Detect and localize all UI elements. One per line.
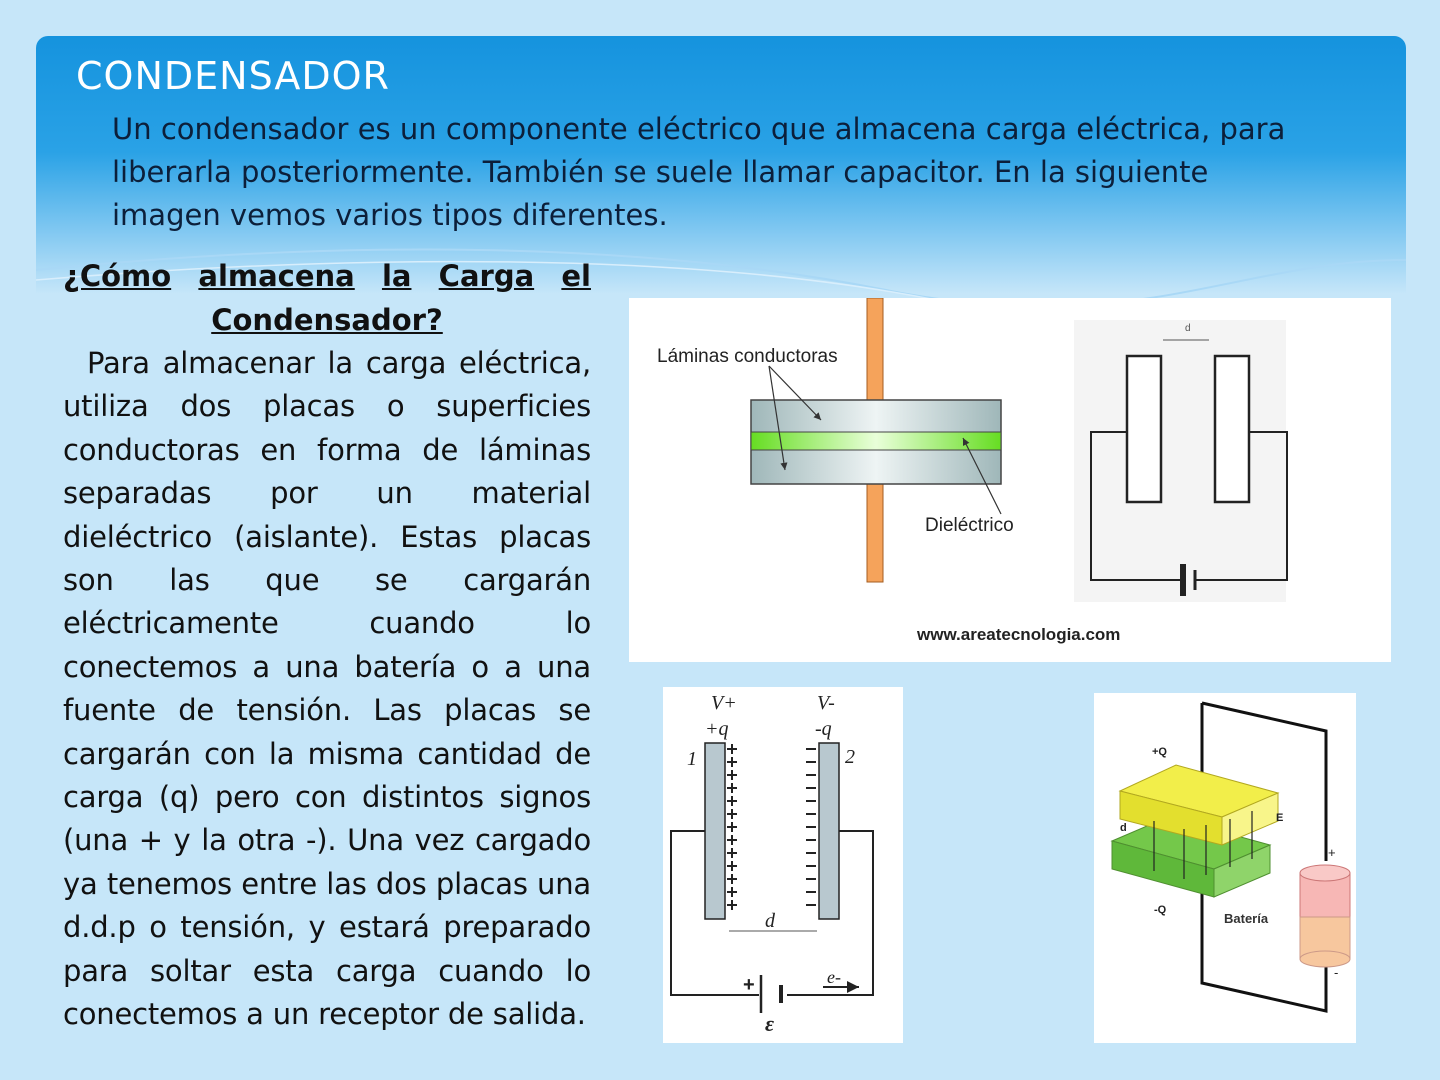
- section-heading: [63, 254, 591, 342]
- label-distance: d: [765, 910, 775, 932]
- heading-word: almacena: [198, 259, 355, 293]
- label-dielectrico: Dieléctrico: [925, 515, 1014, 536]
- parallel-plates-drawing: [663, 687, 903, 1043]
- schematic-plate-left: [1127, 356, 1161, 502]
- heading-line-2: Condensador?: [211, 303, 443, 337]
- label-bateria: Batería: [1224, 911, 1269, 926]
- label-d: d: [1120, 822, 1127, 834]
- source-credit: www.areatecnologia.com: [917, 625, 1121, 644]
- label-q-minus: -q: [815, 718, 832, 740]
- capacitor-battery-drawing: [1094, 693, 1356, 1043]
- label-d: d: [1185, 323, 1191, 334]
- heading-word: ¿Cómo: [63, 259, 172, 293]
- schematic-background: [1074, 320, 1286, 602]
- explanation-column: [63, 254, 591, 1037]
- slide-title: CONDENSADOR: [76, 54, 390, 98]
- heading-word: Carga: [438, 259, 535, 293]
- heading-word: la: [381, 259, 412, 293]
- figure-capacitor-structure: [629, 298, 1391, 662]
- label-battery-minus: -: [1334, 965, 1339, 980]
- label-e: E: [1276, 812, 1284, 824]
- figure-parallel-plates: [663, 687, 903, 1043]
- label-plus-q: +Q: [1152, 746, 1167, 758]
- label-plus: +: [743, 974, 755, 996]
- positive-charges: [727, 744, 737, 910]
- label-battery-plus: +: [1328, 845, 1336, 860]
- label-laminas: Láminas conductoras: [657, 346, 838, 367]
- plate-positive: [705, 743, 725, 919]
- label-minus-q: -Q: [1154, 904, 1167, 916]
- label-q-plus: +q: [705, 718, 729, 740]
- label-emf: ε: [765, 1011, 775, 1036]
- capacitor-structure-drawing: [629, 298, 1391, 662]
- intro-paragraph: Un condensador es un componente eléctrico que almacena carga eléctrica, para liberarla posteriormente. También se suele llamar capacitor. En la siguiente imagen vemos varios tipos diferentes.: [112, 112, 1286, 232]
- dielectric-layer: [751, 432, 1001, 450]
- label-v-minus: V-: [817, 692, 835, 714]
- label-v-plus: V+: [711, 692, 737, 714]
- schematic-plate-right: [1215, 356, 1249, 502]
- label-plate-1: 1: [687, 748, 697, 770]
- label-plate-2: 2: [845, 746, 855, 768]
- heading-word: el: [561, 259, 591, 293]
- body-paragraph: Para almacenar la carga eléctrica, utiliza dos placas o superficies conductoras en forma de láminas separadas por un material dieléctrico (aislante). Estas placas son las que se cargarán eléctricamente cuando lo conectemos a una batería o a una fuente de tensión. Las placas se cargarán con la misma cantidad de carga (q) pero con distintos signos (una + y la otra -). Una vez cargado ya tenemos entre las dos placas una d.d.p o tensión, y estará preparado para soltar esta carga cuando lo conectemos a un receptor de salida.: [63, 346, 591, 1032]
- negative-charges: [806, 749, 816, 905]
- label-electron: e-: [827, 967, 841, 987]
- figure-capacitor-battery: [1094, 693, 1356, 1043]
- plate-negative: [819, 743, 839, 919]
